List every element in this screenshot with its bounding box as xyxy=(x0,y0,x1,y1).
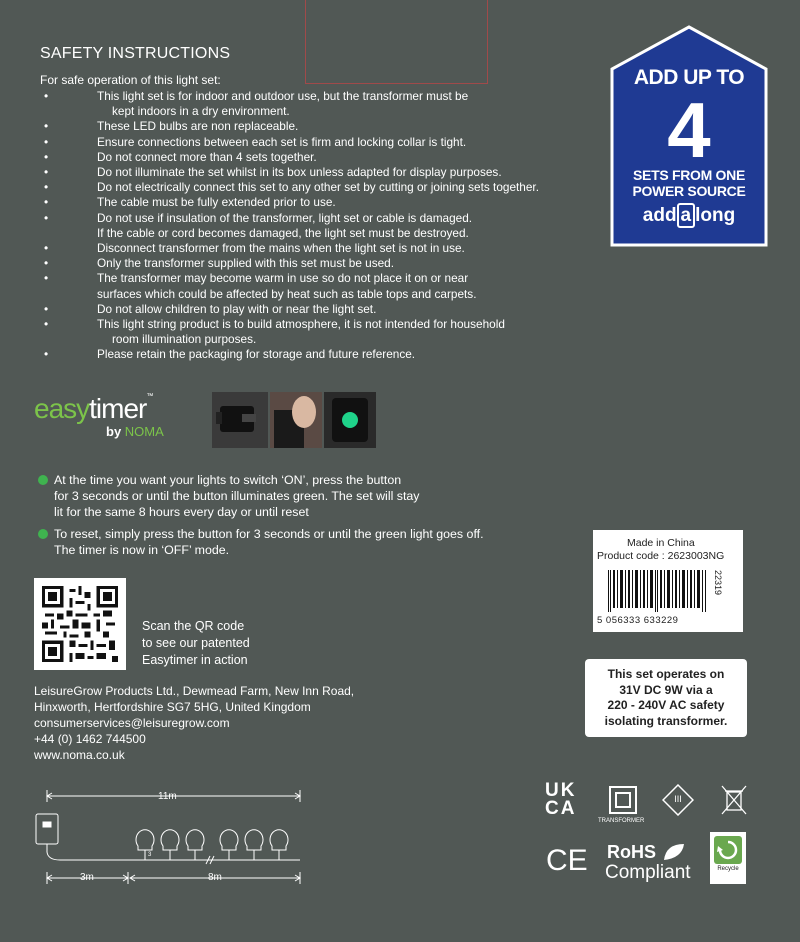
logo-post: long xyxy=(695,205,736,226)
rule-item: • Do not illuminate the set whilst in its box unless adapted for display purposes. xyxy=(40,165,600,180)
phone-number: +44 (0) 1462 744500 xyxy=(34,732,146,746)
rule-item-continued: kept indoors in a dry environment. xyxy=(112,104,290,119)
finger-press-image xyxy=(270,392,322,448)
badge-line1: ADD UP TO xyxy=(633,66,745,89)
easytimer-wordmark xyxy=(34,393,152,424)
easytimer-logo xyxy=(34,393,164,439)
rule-item: • Disconnect transformer from the mains when the light set is not in use. xyxy=(40,241,600,256)
instruction-reset-line2: The timer is now in ‘OFF’ mode. xyxy=(54,543,230,557)
rule-item: • Do not allow children to play with or near the light set. xyxy=(40,302,600,317)
company-address xyxy=(34,683,354,763)
rule-item: • Do not connect more than 4 sets together. xyxy=(40,150,600,165)
qr-line2: to see our patented xyxy=(142,636,250,650)
qr-line1: Scan the QR code xyxy=(142,619,245,633)
transformer-icon xyxy=(609,786,637,814)
leaf-icon xyxy=(662,842,686,862)
rule-item: • Only the transformer supplied with this set must be used. xyxy=(40,256,600,271)
addalong-logo xyxy=(610,205,768,227)
rule-item: • Please retain the packaging for storage and future reference. xyxy=(40,347,600,362)
lead-length: 3m xyxy=(80,872,94,883)
address-line1: LeisureGrow Products Ltd., Dewmead Farm, New Inn Road, xyxy=(34,684,355,698)
rohs-mark: RoHS xyxy=(607,842,656,862)
rule-item: • The cable must be fully extended prior to use. xyxy=(40,195,600,210)
rule-item: • Do not use if insulation of the transformer, light set or cable is damaged. xyxy=(40,211,600,226)
qr-code-icon xyxy=(42,586,118,662)
timer-text: timer xyxy=(89,393,147,424)
window-outline xyxy=(305,0,488,84)
rule-item: • These LED bulbs are non replaceable. xyxy=(40,119,600,134)
instruction-reset xyxy=(38,526,578,558)
safety-title: SAFETY INSTRUCTIONS xyxy=(40,45,231,62)
power-line1: This set operates on xyxy=(607,667,725,681)
ukca-bottom: CA xyxy=(545,798,577,819)
product-code: Product code : 2623003NG xyxy=(597,550,725,562)
instruction-on-line2: for 3 seconds or until the button illuminates green. The set will stay xyxy=(54,489,420,503)
power-line4: isolating transformer. xyxy=(604,713,728,728)
logo-box: a xyxy=(677,203,696,228)
class-three-label: III xyxy=(674,794,682,804)
rule-item: • Ensure connections between each set is firm and locking collar is tight. xyxy=(40,135,600,150)
rule-item-continued: If the cable or cord becomes damaged, the light set must be destroyed. xyxy=(97,225,469,240)
easytimer-by xyxy=(106,424,164,439)
badge-line2: SETS FROM ONE xyxy=(633,167,745,183)
rule-item: • The transformer may become warm in use so do not place it on or near xyxy=(40,271,600,286)
instruction-reset-line1: To reset, simply press the button for 3 seconds or until the green light goes off. xyxy=(54,527,484,541)
light-set-diagram xyxy=(30,780,330,890)
ukca-mark xyxy=(545,782,576,818)
rule-item-continued: surfaces which could be affected by heat such as table tops and carpets. xyxy=(97,286,477,301)
trademark: ™ xyxy=(146,393,153,400)
instruction-on-line3: lit for the same 8 hours every day or until reset xyxy=(54,505,309,519)
barcode-number: 5 056333 633229 xyxy=(597,615,679,626)
timer-photo-green-button xyxy=(324,392,376,448)
logo-pre: add xyxy=(642,205,677,226)
noma-text: NOMA xyxy=(124,424,164,439)
power-spec-box xyxy=(585,659,747,737)
barcode-image xyxy=(608,570,708,612)
email-link[interactable]: consumerservices@leisuregrow.com xyxy=(34,716,230,730)
recycle-label: Recycle xyxy=(717,866,739,872)
recycle-icon xyxy=(714,836,742,864)
address-line2: Hinxworth, Hertfordshire SG7 5HG, United Kingdom xyxy=(34,700,311,714)
ce-mark: CE xyxy=(546,844,588,877)
rule-item: • Do not electrically connect this set to any other set by cutting or joining sets together. xyxy=(40,180,600,195)
timer-photo-plug xyxy=(212,392,268,448)
made-in: Made in China xyxy=(627,537,695,549)
safety-intro: For safe operation of this light set: xyxy=(40,73,221,87)
compliant-text: Compliant xyxy=(605,862,691,883)
rule-item-continued: room illumination purposes. xyxy=(112,332,257,347)
bulb-label: 3 xyxy=(148,852,152,858)
recycle-mark xyxy=(710,832,746,884)
badge-number: 4 xyxy=(667,86,711,174)
product-label xyxy=(593,530,743,632)
website-link[interactable]: www.noma.co.uk xyxy=(34,748,125,762)
qr-line3: Easytimer in action xyxy=(142,653,248,667)
green-bullet-icon xyxy=(38,475,48,485)
qr-caption xyxy=(142,618,250,669)
by-text: by xyxy=(106,424,122,439)
green-button-image xyxy=(324,392,376,448)
ukca-top: UK xyxy=(545,780,577,801)
safety-rules xyxy=(40,89,600,363)
instruction-on-line1: At the time you want your lights to switch ‘ON’, press the button xyxy=(54,473,402,487)
lit-length: 8m xyxy=(208,872,222,883)
total-length: 11m xyxy=(158,791,177,802)
qr-code[interactable] xyxy=(34,578,126,670)
badge-line3: POWER SOURCE xyxy=(632,183,746,199)
power-line2: 31V DC 9W via a xyxy=(619,682,713,697)
transformer-label: TRANSFORMER xyxy=(598,818,645,824)
timer-photo-finger xyxy=(270,392,322,448)
plug-image xyxy=(212,392,268,448)
weee-bin-icon xyxy=(720,784,748,816)
barcode-side-code: 22319 xyxy=(713,570,723,596)
easy-text: easy xyxy=(34,393,90,424)
instruction-on xyxy=(38,472,558,520)
rule-item: • This light set is for indoor and outdoor use, but the transformer must be xyxy=(40,89,600,104)
rule-item: • This light string product is to build atmosphere, it is not intended for household xyxy=(40,317,600,332)
green-bullet-icon xyxy=(38,529,48,539)
badge-sets xyxy=(610,167,768,199)
power-line3: 220 - 240V AC safety xyxy=(607,698,725,712)
